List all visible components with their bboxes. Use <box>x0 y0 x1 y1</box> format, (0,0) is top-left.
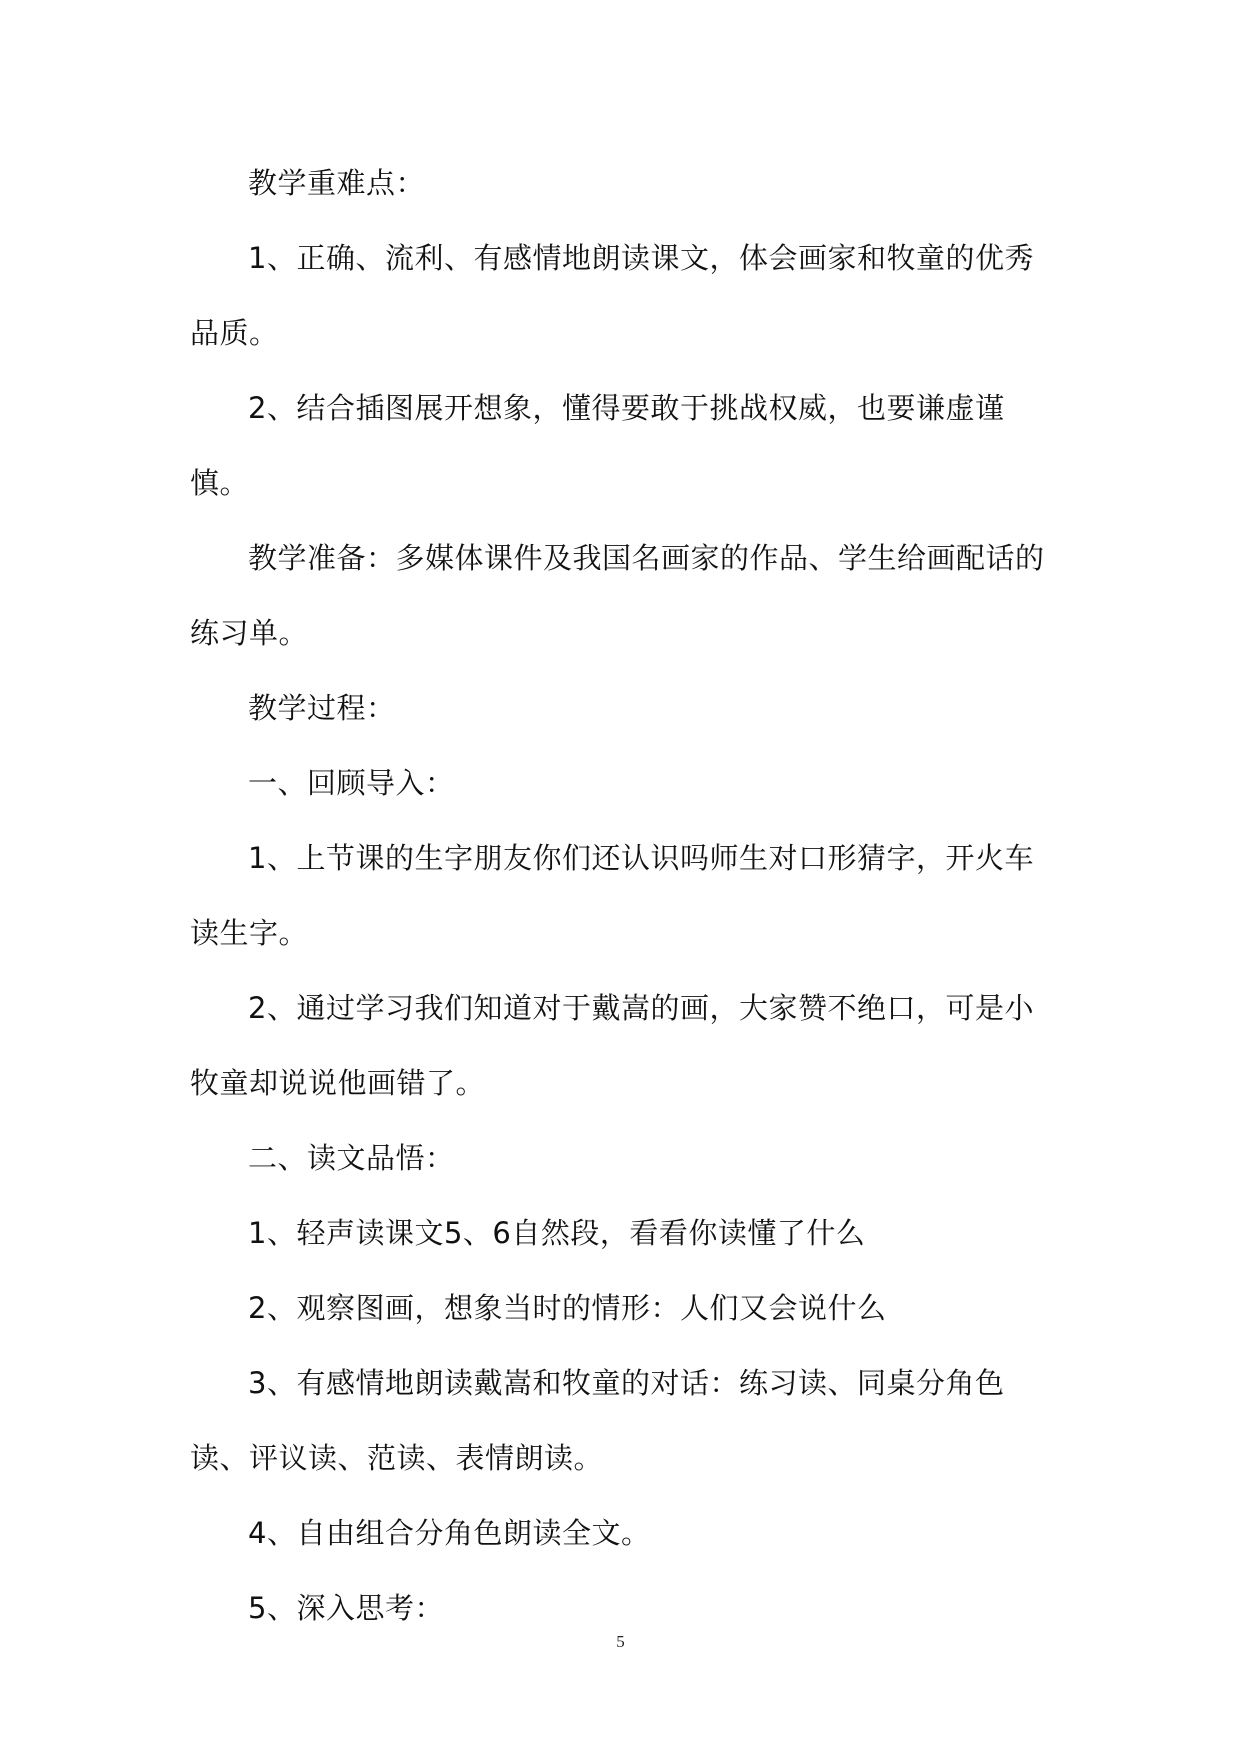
page-number: 5 <box>616 1632 625 1651</box>
reading-item-2: 2、观察图画，想象当时的情形：人们又会说什么 <box>248 1291 887 1325</box>
document-body <box>190 146 1050 1646</box>
review-item-1: 1、上节课的生字朋友你们还认识吗师生对口形猜字，开火车读生字。 <box>190 841 1034 950</box>
reading-item-3: 3、有感情地朗读戴嵩和牧童的对话：练习读、同桌分角色读、评议读、范读、表情朗读。 <box>190 1366 1005 1475</box>
review-item-2: 2、通过学习我们知道对于戴嵩的画，大家赞不绝口，可是小牧童却说说他画错了。 <box>190 991 1034 1100</box>
key-point-2: 2、结合插图展开想象，懂得要敢于挑战权威，也要谦虚谨慎。 <box>190 391 1005 500</box>
reading-item-1: 1、轻声读课文5、6自然段，看看你读懂了什么 <box>248 1216 866 1250</box>
teaching-preparation: 教学准备：多媒体课件及我国名画家的作品、学生给画配话的练习单。 <box>190 541 1045 650</box>
heading-teaching-process: 教学过程： <box>248 691 396 725</box>
section-review-intro: 一、回顾导入： <box>248 766 455 800</box>
section-reading: 二、读文品悟： <box>248 1141 455 1175</box>
reading-item-4: 4、自由组合分角色朗读全文。 <box>248 1516 651 1550</box>
heading-key-points: 教学重难点： <box>248 166 426 200</box>
reading-item-5: 5、深入思考： <box>248 1591 444 1625</box>
key-point-1: 1、正确、流利、有感情地朗读课文，体会画家和牧童的优秀品质。 <box>190 241 1034 350</box>
